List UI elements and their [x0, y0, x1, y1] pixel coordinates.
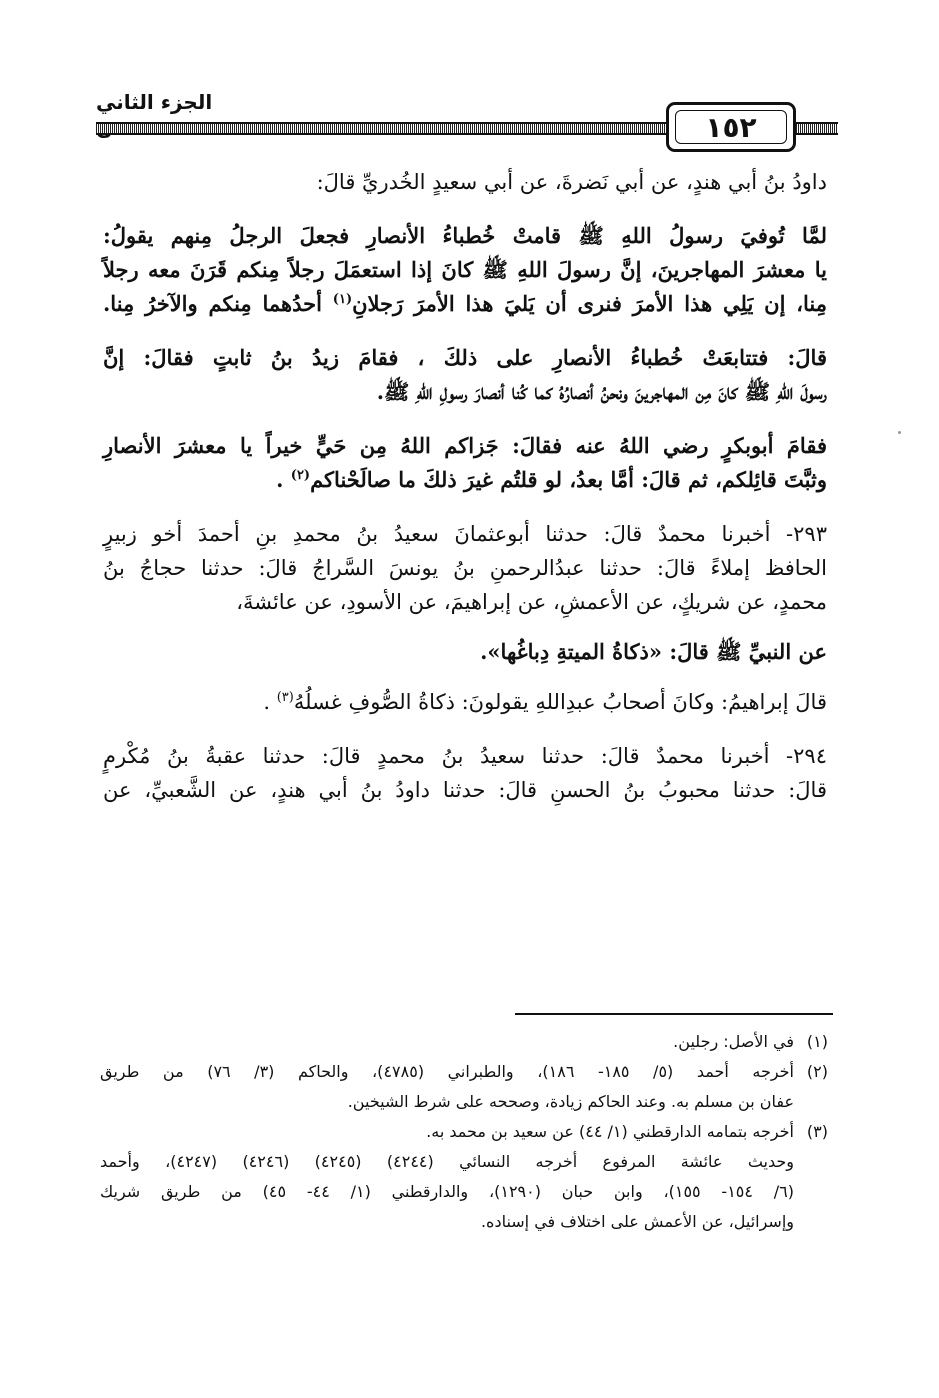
footnote-text: في الأصل: رجلين.: [673, 1032, 794, 1051]
text-line: عن النبيِّ ﷺ قالَ: «ذكاةُ الميتةِ دِباغُها».: [480, 639, 827, 664]
paragraph-2: [103, 219, 827, 321]
footnote-2: [100, 1057, 828, 1117]
text-line: ٢٩٤- أخبرنا محمدٌ قالَ: حدثنا سعيدُ بنُ محمدٍ قالَ: حدثنا عقبةُ بنُ مُكْرمٍ: [103, 744, 827, 768]
text-line: داودُ بنُ أبي هندٍ، عن أبي نَضرةَ، عن أبي سعيدٍ الخُدريِّ قالَ:: [316, 170, 827, 194]
text-line: محمدٍ، عن شريكٍ، عن الأعمشِ، عن إبراهيمَ، عن الأسودِ، عن عائشةَ،: [236, 590, 827, 614]
paragraph-4: [103, 429, 827, 497]
scan-speck: [898, 431, 901, 434]
paragraph-7: [103, 685, 827, 719]
text-line: لمَّا تُوفيَ رسولُ اللهِ ﷺ قامتْ خُطباءُ الأنصارِ فجعلَ الرجلُ مِنهم يقولُ:: [103, 223, 827, 248]
footnote-ref-2: (٢): [290, 468, 311, 483]
paragraph-1: [103, 165, 827, 199]
text-line: فقامَ أبوبكرٍ رضي اللهُ عنه فقالَ: جَزاكم اللهُ مِن حَيٍّ خيراً يا معشرَ الأنصارِ: [103, 433, 827, 458]
footnote-text: أخرجه بتمامه الدارقطني (١/ ٤٤) عن سعيد بن محمد به.: [426, 1122, 794, 1141]
text-line: قالَ إبراهيمُ: وكانَ أصحابُ عبدِاللهِ يقولونَ: ذكاةُ الصُّوفِ غسلُهُ$^{(٣)}$ .: [263, 690, 827, 714]
footnote-separator: [515, 1013, 833, 1015]
footnote-3-continuation: [100, 1147, 828, 1237]
text-line: قالَ: حدثنا محبوبُ بنُ الحسنِ قالَ: حدثنا داودُ بنُ أبي هندٍ، عن الشَّعبيِّ، عن: [103, 778, 827, 802]
text-fragment: وثبَّتَ قائِلكم، ثم قالَ: أمَّا بعدُ، لو قلتُم غيرَ ذلكَ ما صالَحْناكم: [310, 467, 827, 492]
text-fragment: أحدُهما مِنكم والآخرُ مِنا.: [103, 291, 322, 316]
page-header: [96, 88, 838, 158]
text-fragment: مِنا، إن يَلِي هذا الأمرَ فنرى أن يَليَ هذا الأمرَ رَجلانِ: [352, 291, 827, 316]
running-title: الجزء الثاني: [96, 90, 213, 114]
footnote-text: (٦/ ١٥٤- ١٥٥)، وابن حبان (١٢٩٠)، والدارقطني (١/ ٤٤- ٤٥) من طريق شريك: [100, 1182, 794, 1201]
footnote-ref-1: (١): [332, 292, 353, 307]
text-line: قالَ: فتتابعَتْ خُطباءُ الأنصارِ على ذلكَ ، فقامَ زيدُ بنُ ثابتٍ فقالَ: إنَّ: [103, 345, 827, 370]
text-line: يا معشرَ المهاجرينَ، إنَّ رسولَ اللهِ ﷺ كانَ إذا استعمَلَ رجلاً مِنكم قَرَنَ معه رجلاً: [103, 257, 827, 282]
text-line: رسولَ اللهِ ﷺ كانَ مِن المهاجرينَ ونحنُ أنصارُهُ كما كُنا أنصارَ رسولِ اللهِ ﷺ.: [376, 379, 827, 404]
text-line: [103, 287, 827, 321]
footnote-number: (٢): [806, 1062, 828, 1081]
text-line: الحافظ إملاءً قالَ: حدثنا عبدُالرحمنِ بنُ يونسَ السَّراجُ قالَ: حدثنا حجاجُ بنُ: [103, 556, 827, 580]
hadith-294: [103, 739, 827, 807]
hadith-293: [103, 517, 827, 619]
footnote-text: وحديث عائشة المرفوع أخرجه النسائي (٤٢٤٤) (٤٢٤٥) (٤٢٤٦) (٤٢٤٧)، وأحمد: [100, 1152, 795, 1171]
footnote-number: (٣): [806, 1122, 828, 1141]
page-number: ١٥٢: [666, 102, 796, 152]
hadith-293-matn: [103, 635, 827, 669]
footnote-text: وإسرائيل، عن الأعمش على اختلاف في إسناده.: [480, 1212, 794, 1231]
text-line: وثبَّتَ قائِلكم، ثم قالَ: أمَّا بعدُ، لو قلتُم غيرَ ذلكَ ما صالَحْناكم$^{(٢)}$ .: [276, 467, 827, 492]
footnote-3: [100, 1117, 828, 1147]
footnote-text: عفان بن مسلم به. وعند الحاكم زيادة، وصححه على شرط الشيخين.: [347, 1092, 794, 1111]
footnote-1: [100, 1027, 828, 1057]
paragraph-3: [103, 341, 827, 409]
footnotes: [100, 1027, 828, 1237]
footnote-number: (١): [806, 1032, 828, 1051]
text-line: ٢٩٣- أخبرنا محمدٌ قالَ: حدثنا أبوعثمانَ سعيدُ بنُ محمدِ بنِ أحمدَ أخو زبيرٍ: [103, 522, 827, 546]
main-text: [103, 165, 827, 807]
footnote-ref-3: (٣): [276, 690, 294, 705]
footnote-text: أخرجه أحمد (٥/ ١٨٥- ١٨٦)، والطبراني (٤٧٨٥)، والحاكم (٣/ ٧٦) من طريق: [100, 1062, 794, 1081]
text-fragment: قالَ إبراهيمُ: وكانَ أصحابُ عبدِاللهِ يقولونَ: ذكاةُ الصُّوفِ غسلُهُ: [293, 690, 827, 714]
